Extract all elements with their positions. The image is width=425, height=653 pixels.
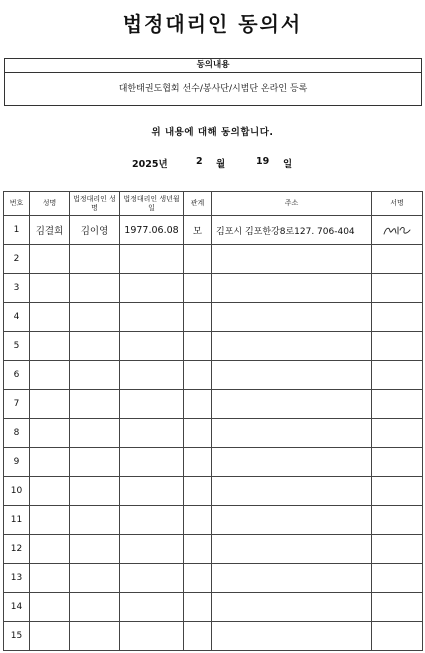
cell-guardian-birth <box>120 622 184 651</box>
header-name: 성명 <box>30 192 70 216</box>
cell-relation <box>184 477 212 506</box>
cell-guardian-birth <box>120 535 184 564</box>
table-row <box>4 506 423 535</box>
cell-guardian-name <box>70 332 120 361</box>
cell-guardian-birth <box>120 419 184 448</box>
cell-signature <box>372 216 423 245</box>
cell-relation <box>184 593 212 622</box>
cell-number: 7 <box>4 390 30 419</box>
cell-number: 4 <box>4 303 30 332</box>
cell-relation <box>184 622 212 651</box>
cell-signature <box>372 448 423 477</box>
cell-guardian-name <box>70 361 120 390</box>
cell-number: 5 <box>4 332 30 361</box>
cell-guardian-name <box>70 622 120 651</box>
header-signature: 서명 <box>372 192 423 216</box>
cell-relation <box>184 506 212 535</box>
cell-address <box>212 303 372 332</box>
cell-guardian-birth <box>120 593 184 622</box>
table-row <box>4 303 423 332</box>
cell-guardian-birth <box>120 477 184 506</box>
cell-number: 10 <box>4 477 30 506</box>
cell-number: 3 <box>4 274 30 303</box>
cell-address <box>212 593 372 622</box>
date-year: 2025년 <box>132 159 168 170</box>
table-row <box>4 361 423 390</box>
cell-signature <box>372 593 423 622</box>
table-row <box>4 477 423 506</box>
cell-guardian-name <box>70 506 120 535</box>
cell-relation <box>184 332 212 361</box>
cell-guardian-name: 김이영 <box>70 216 120 245</box>
agreement-statement: 위 내용에 대해 동의합니다. <box>151 127 274 138</box>
cell-address <box>212 390 372 419</box>
cell-guardian-name <box>70 390 120 419</box>
consent-text: 대한태권도협회 선수/봉사단/시범단 온라인 등록 <box>118 84 308 94</box>
date-month: 2 <box>196 156 203 167</box>
cell-name: 김결희 <box>30 216 70 245</box>
cell-guardian-birth <box>120 303 184 332</box>
cell-number: 6 <box>4 361 30 390</box>
cell-signature <box>372 477 423 506</box>
cell-signature <box>372 622 423 651</box>
cell-address <box>212 274 372 303</box>
cell-guardian-name <box>70 535 120 564</box>
cell-name <box>30 622 70 651</box>
cell-guardian-birth <box>120 361 184 390</box>
date-month-label: 월 <box>216 159 226 170</box>
table-row <box>4 419 423 448</box>
cell-name <box>30 303 70 332</box>
cell-address <box>212 622 372 651</box>
cell-address <box>212 535 372 564</box>
cell-number: 2 <box>4 245 30 274</box>
cell-guardian-birth <box>120 390 184 419</box>
cell-name <box>30 419 70 448</box>
header-address: 주소 <box>212 192 372 216</box>
table-row <box>4 216 423 245</box>
cell-address <box>212 245 372 274</box>
table-row <box>4 622 423 651</box>
cell-number: 1 <box>4 216 30 245</box>
cell-name <box>30 506 70 535</box>
table-row <box>4 245 423 274</box>
cell-address <box>212 332 372 361</box>
cell-name <box>30 477 70 506</box>
cell-signature <box>372 274 423 303</box>
table-row <box>4 274 423 303</box>
cell-name <box>30 245 70 274</box>
cell-address <box>212 477 372 506</box>
cell-signature <box>372 535 423 564</box>
cell-number: 8 <box>4 419 30 448</box>
guardian-consent-table <box>3 191 423 651</box>
cell-guardian-birth <box>120 448 184 477</box>
cell-name <box>30 448 70 477</box>
cell-relation <box>184 564 212 593</box>
cell-signature <box>372 390 423 419</box>
cell-guardian-name <box>70 245 120 274</box>
consent-header: 동의내용 <box>5 59 421 73</box>
cell-guardian-birth <box>120 332 184 361</box>
cell-name <box>30 390 70 419</box>
cell-address <box>212 506 372 535</box>
cell-relation <box>184 245 212 274</box>
cell-guardian-name <box>70 274 120 303</box>
date-day-label: 일 <box>283 159 293 170</box>
table-row <box>4 390 423 419</box>
date-day: 19 <box>256 156 270 167</box>
cell-address <box>212 448 372 477</box>
cell-guardian-birth <box>120 245 184 274</box>
cell-name <box>30 535 70 564</box>
cell-signature <box>372 303 423 332</box>
cell-signature <box>372 332 423 361</box>
cell-relation <box>184 535 212 564</box>
cell-name <box>30 361 70 390</box>
header-guardian-birth: 법정대리인 생년월일 <box>120 192 184 216</box>
cell-name <box>30 593 70 622</box>
cell-signature <box>372 245 423 274</box>
cell-signature <box>372 564 423 593</box>
cell-guardian-name <box>70 593 120 622</box>
cell-relation <box>184 390 212 419</box>
cell-guardian-name <box>70 477 120 506</box>
table-row <box>4 564 423 593</box>
cell-address <box>212 361 372 390</box>
consent-content-box <box>4 58 422 106</box>
document-title: 법정대리인 동의서 <box>122 12 303 36</box>
cell-relation <box>184 419 212 448</box>
cell-name <box>30 274 70 303</box>
table-row <box>4 332 423 361</box>
table-header-row <box>4 192 423 216</box>
header-guardian-name: 법정대리인 성명 <box>70 192 120 216</box>
header-relation: 관계 <box>184 192 212 216</box>
cell-address <box>212 564 372 593</box>
cell-signature <box>372 361 423 390</box>
cell-relation <box>184 361 212 390</box>
cell-name <box>30 564 70 593</box>
cell-number: 9 <box>4 448 30 477</box>
cell-number: 11 <box>4 506 30 535</box>
cell-name <box>30 332 70 361</box>
cell-number: 12 <box>4 535 30 564</box>
table-row <box>4 535 423 564</box>
cell-guardian-name <box>70 419 120 448</box>
table-row <box>4 448 423 477</box>
cell-relation <box>184 274 212 303</box>
cell-guardian-name <box>70 564 120 593</box>
cell-guardian-name <box>70 303 120 332</box>
cell-guardian-birth <box>120 274 184 303</box>
handwritten-signature <box>382 222 412 238</box>
cell-guardian-birth <box>120 564 184 593</box>
cell-address <box>212 419 372 448</box>
header-number: 번호 <box>4 192 30 216</box>
cell-guardian-name <box>70 448 120 477</box>
cell-number: 14 <box>4 593 30 622</box>
cell-guardian-birth: 1977.06.08 <box>120 216 184 245</box>
cell-relation: 모 <box>184 216 212 245</box>
cell-number: 13 <box>4 564 30 593</box>
cell-number: 15 <box>4 622 30 651</box>
cell-signature <box>372 419 423 448</box>
cell-signature <box>372 506 423 535</box>
cell-relation <box>184 448 212 477</box>
table-row <box>4 593 423 622</box>
cell-relation <box>184 303 212 332</box>
cell-guardian-birth <box>120 506 184 535</box>
cell-address: 김포시 김포한강8로127. 706-404 <box>212 216 372 245</box>
